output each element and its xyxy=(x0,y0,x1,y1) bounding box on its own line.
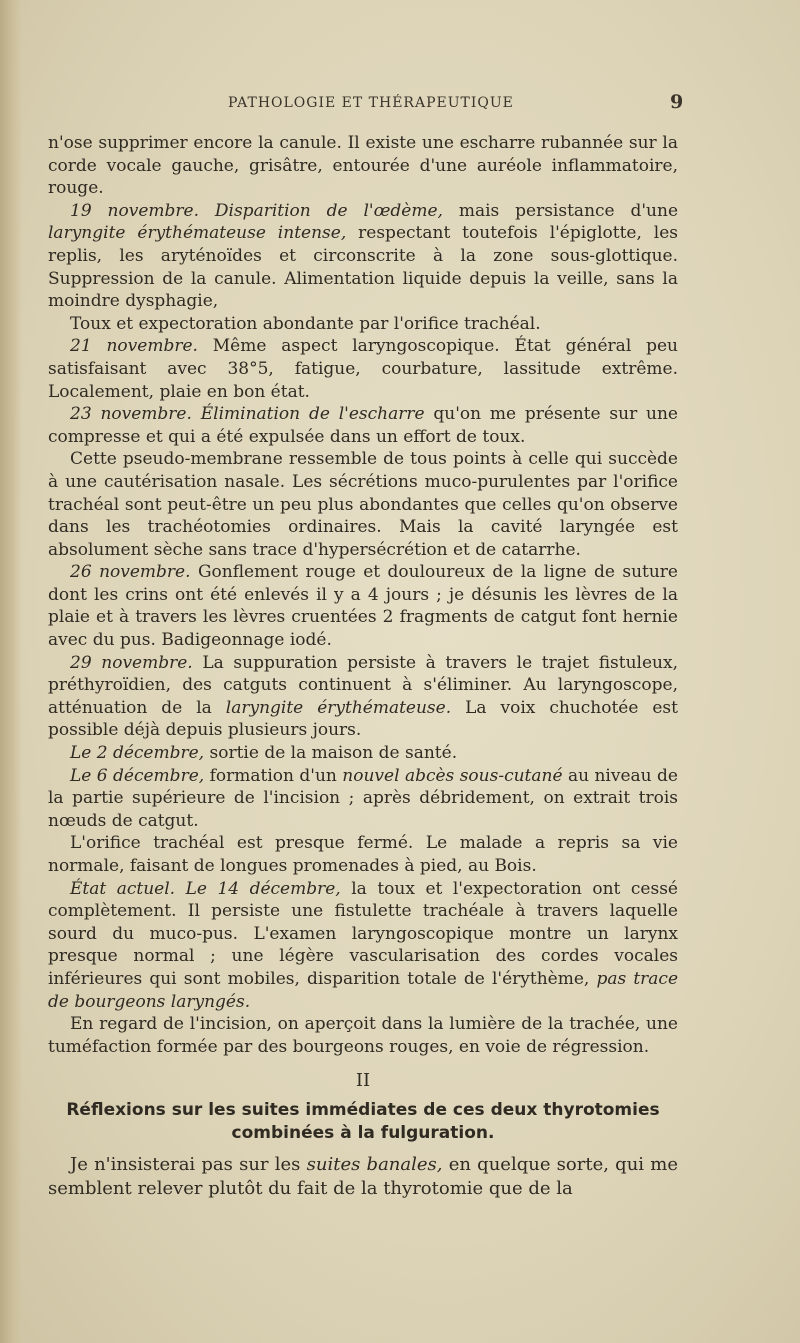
running-header xyxy=(0,91,800,119)
paragraph-26-novembre: 26 novembre. Gonflement rouge et douloureux de la ligne de suture dont les crins ont été enlevés il y a 4 jours ; je désunis les lèvres de la plaie et à travers les lèvres cruentées 2 fragments de catgut font hernie avec du pus. Badigeonnage iodé. xyxy=(48,562,678,651)
running-title: PATHOLOGIE ET THÉRAPEUTIQUE xyxy=(228,95,514,111)
paragraph-closing: Je n'insisterai pas sur les suites banales, en quelque sorte, qui me semblent relever plutôt du fait de la thyrotomie que de la xyxy=(48,1153,678,1199)
section-title-line-2: combinées à la fulguration. xyxy=(231,1122,495,1143)
paragraph-19-novembre: 19 novembre. Disparition de l'œdème, mais persistance d'une laryngite érythémateuse intense, respectant toutefois l'épiglotte, les replis, les aryténoïdes et circonscrite à la zone sous-glottique. Suppression de la canule. Alimentation liquide depuis la veille, sans la moindre dysphagie, xyxy=(48,200,679,312)
paragraph-toux: Toux et expectoration abondante par l'orifice trachéal. xyxy=(70,313,541,334)
paragraph-orifice: L'orifice trachéal est presque fermé. Le malade a repris sa vie normale, faisant de longues promenades à pied, au Bois. xyxy=(48,833,678,876)
paragraph-pseudo-membrane: Cette pseudo-membrane ressemble de tous points à celle qui succède à une cautérisation nasale. Les sécrétions muco-purulentes par l'orifice trachéal sont peut-être un peu plus abondantes que celles qu'on observe dans les trachéotomies ordinaires. Mais la cavité laryngée est absolument sèche sans trace d'hypersécrétion et de catarrhe. xyxy=(48,449,678,560)
paragraph-2-decembre: Le 2 décembre, sortie de la maison de santé. xyxy=(70,743,458,764)
paragraph-1: n'ose supprimer encore la canule. Il existe une escharre rubannée sur la corde vocale gauche, grisâtre, entourée d'une auréole inflammatoire, rouge. xyxy=(48,133,678,199)
section-number: II xyxy=(355,1070,371,1092)
paragraph-23-novembre: 23 novembre. Élimination de l'escharre qu'on me présente sur une compresse et qui a été expulsée dans un effort de toux. xyxy=(48,404,678,447)
paragraph-29-novembre: 29 novembre. La suppuration persiste à travers le trajet fistuleux, préthyroïdien, des catguts continuent à s'éliminer. Au laryngoscope, atténuation de la laryngite érythémateuse. La voix chuchotée est possible déjà depuis plusieurs jours. xyxy=(48,652,678,741)
paragraph-etat-actuel: État actuel. Le 14 décembre, la toux et l'expectoration ont cessé complètement. Il persiste une fistulette trachéale à travers laquelle sourd du muco-pus. L'examen laryngoscopique montre un larynx presque normal ; une légère vascularisation des cordes vocales inférieures qui sont mobiles, disparition totale de l'érythème, pas trace de bourgeons laryngés. xyxy=(48,878,678,1012)
body-text xyxy=(48,132,678,1201)
section-title xyxy=(48,1099,678,1145)
paragraph-incision: En regard de l'incision, on aperçoit dans la lumière de la trachée, une tuméfaction formée par des bourgeons rouges, en voie de régression. xyxy=(48,1014,678,1057)
paragraph-21-novembre: 21 novembre. Même aspect laryngoscopique. État général peu satisfaisant avec 38°5, fatigue, courbature, lassitude extrême. Localement, plaie en bon état. xyxy=(48,336,678,402)
paragraph-6-decembre: Le 6 décembre, formation d'un nouvel abcès sous-cutané au niveau de la partie supérieure de l'incision ; après débridement, on extrait trois nœuds de catgut. xyxy=(48,765,678,831)
section-title-line-1: Réflexions sur les suites immédiates de ces deux thyrotomies xyxy=(66,1099,660,1120)
page-spine-shadow xyxy=(0,0,22,1343)
page-number: 9 xyxy=(670,91,684,113)
